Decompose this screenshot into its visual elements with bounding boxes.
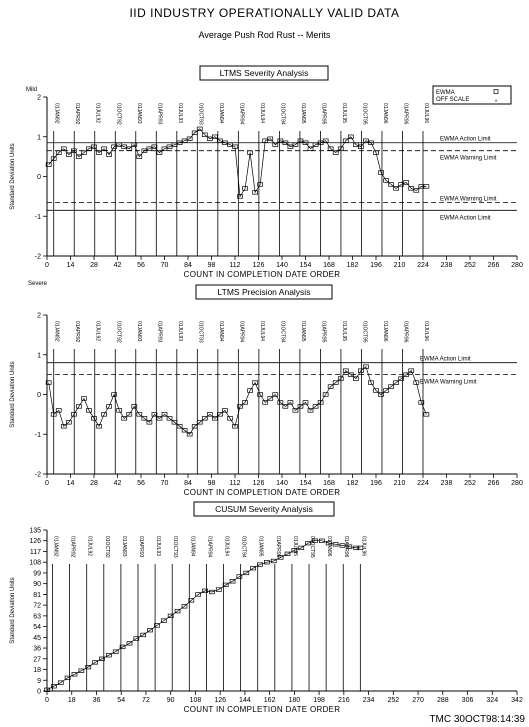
legend-entry: OFF SCALE (436, 97, 470, 103)
vertical-markers (54, 321, 429, 474)
x-tick-label: 56 (137, 262, 145, 269)
x-tick-label: 324 (486, 697, 499, 704)
marker-label: 01JUL94 (258, 321, 265, 342)
y-tick-label: 90 (33, 581, 41, 589)
x-tick-label: 126 (252, 480, 265, 487)
x-tick-label: 266 (487, 262, 500, 269)
x-tick-label: 126 (214, 697, 227, 704)
x-tick-label: 216 (337, 697, 350, 704)
x-tick-label: 224 (417, 480, 429, 487)
x-tick-label: 288 (436, 697, 449, 704)
x-tick-label: 18 (67, 697, 76, 704)
chart-panel-3 (10, 502, 523, 714)
x-tick-label: 72 (142, 697, 150, 704)
x-tick-label: 14 (66, 262, 75, 269)
x-tick-label: 306 (461, 697, 474, 704)
marker-label: 01APR93 (138, 536, 145, 558)
page-title: IID INDUSTRY OPERATIONALLY VALID DATA (129, 6, 400, 20)
x-axis-title: COUNT IN COMPLETION DATE ORDER (183, 705, 341, 714)
marker-label: 01OCT95 (309, 536, 316, 558)
marker-label: 01JUL93 (176, 103, 183, 124)
x-tick-label: 0 (45, 262, 49, 269)
marker-label: 01OCT93 (172, 536, 179, 558)
marker-label: 01APR96 (343, 536, 350, 558)
marker-label: 01JAN95 (257, 536, 264, 557)
marker-label: 01APR92 (69, 536, 76, 558)
series-1 (46, 127, 429, 198)
x-tick-label: 112 (229, 262, 241, 269)
marker-label: 01JUL95 (291, 536, 298, 557)
marker-label: 01APR95 (274, 536, 281, 558)
x-tick-label: 98 (207, 262, 216, 269)
marker-label: 01APR93 (156, 321, 163, 343)
x-tick-label: 42 (113, 480, 122, 487)
x-tick-label: 280 (511, 262, 523, 269)
marker-label: 01JUL96 (423, 321, 429, 342)
x-tick-label: 196 (370, 262, 382, 269)
x-tick-label: 238 (440, 262, 453, 269)
marker-label: 01APR92 (74, 103, 81, 125)
x-tick-label: 126 (252, 262, 265, 269)
marker-label: 01OCT92 (115, 321, 122, 343)
marker-label: 01JUL93 (155, 536, 162, 557)
marker-label: 01JAN95 (299, 103, 306, 124)
y-tick-label: -2 (34, 253, 41, 261)
vertical-markers (52, 536, 366, 691)
marker-label: 01OCT94 (279, 103, 286, 125)
chart-panel-1 (10, 66, 523, 287)
x-tick-label: 14 (66, 480, 75, 487)
y-tick-label: -2 (34, 471, 41, 479)
x-tick-label: 154 (299, 480, 312, 487)
y-tick-label: -1 (34, 213, 41, 221)
x-tick-label: 154 (299, 262, 312, 269)
y-tick-label: 45 (33, 634, 41, 642)
x-tick-label: 266 (487, 480, 500, 487)
chart-title: CUSUM Severity Analysis (215, 504, 313, 514)
chart-title: LTMS Severity Analysis (219, 68, 309, 78)
marker-label: 01APR96 (402, 321, 409, 343)
marker-label: 01OCT94 (279, 321, 286, 343)
y-tick-label: 2 (37, 94, 41, 102)
marker-label: 01APR92 (74, 321, 81, 343)
y-tick-label: 99 (33, 570, 41, 578)
marker-label: 01JAN94 (217, 103, 224, 124)
top-label: Mild (26, 87, 38, 93)
x-tick-label: 144 (239, 697, 251, 704)
y-tick-label: -1 (34, 431, 41, 439)
x-tick-label: 108 (189, 697, 202, 704)
marker-label: 01APR94 (238, 321, 245, 343)
x-tick-label: 252 (387, 697, 400, 704)
x-tick-label: 112 (229, 480, 241, 487)
x-tick-label: 270 (412, 697, 424, 704)
series-1 (46, 365, 429, 436)
reference-label: EWMA Warning Limit (440, 196, 497, 203)
x-tick-label: 140 (276, 262, 288, 269)
x-tick-label: 252 (464, 480, 476, 487)
y-tick-label: 27 (33, 656, 41, 664)
x-tick-label: 28 (90, 480, 98, 487)
marker-label: 01OCT95 (361, 321, 368, 343)
x-tick-label: 224 (417, 262, 429, 269)
y-tick-label: 135 (29, 527, 41, 535)
legend (433, 86, 511, 106)
marker-label: 01APR96 (402, 103, 409, 125)
x-tick-label: 252 (464, 262, 476, 269)
x-tick-label: 198 (313, 697, 325, 704)
reference-label: EWMA Action Limit (420, 356, 471, 363)
y-tick-label: 2 (37, 312, 41, 320)
x-axis-title: COUNT IN COMPLETION DATE ORDER (183, 270, 341, 279)
y-axis-title: Standard Deviation Units (10, 361, 16, 428)
chart-title: LTMS Precision Analysis (217, 287, 311, 297)
y-tick-label: 18 (33, 667, 41, 675)
x-tick-label: 238 (440, 480, 453, 487)
y-tick-label: 0 (37, 392, 41, 399)
marker-label: 01JAN96 (381, 103, 388, 124)
marker-label: 01JUL92 (94, 321, 101, 342)
marker-label: 01OCT92 (103, 536, 110, 558)
reference-label: EWMA Action Limit (440, 215, 491, 222)
x-tick-label: 162 (263, 697, 276, 704)
marker-label: 01JAN96 (326, 536, 333, 557)
marker-label: 01JUL96 (423, 103, 429, 124)
marker-label: 01JUL94 (223, 536, 230, 557)
x-tick-label: 210 (393, 480, 406, 487)
vertical-markers (54, 103, 429, 256)
reference-label: EWMA Action Limit (440, 136, 491, 143)
marker-label: 01JUL94 (258, 103, 265, 124)
x-tick-label: 98 (207, 480, 216, 487)
marker-label: 01JAN94 (189, 536, 196, 557)
y-tick-label: 81 (33, 591, 41, 599)
y-tick-label: 63 (33, 613, 41, 621)
x-tick-label: 56 (137, 480, 145, 487)
marker-label: 01JUL96 (360, 536, 367, 557)
x-tick-label: 70 (160, 262, 169, 269)
marker-label: 01JUL92 (94, 103, 101, 124)
reference-label: EWMA Warning Limit (440, 155, 497, 162)
x-tick-label: 210 (393, 262, 406, 269)
x-tick-label: 182 (346, 262, 359, 269)
y-axis-title: Standard Deviation Units (10, 143, 16, 210)
chart-panel-2 (10, 285, 523, 497)
x-tick-label: 342 (511, 697, 523, 704)
y-tick-label: 54 (33, 624, 41, 632)
series-line (49, 129, 427, 197)
y-tick-label: 9 (37, 677, 41, 685)
marker-label: 01JAN95 (299, 321, 306, 342)
x-tick-label: 196 (370, 480, 382, 487)
x-tick-label: 280 (511, 480, 523, 487)
marker-label: 01OCT94 (240, 536, 247, 558)
x-tick-label: 0 (45, 697, 49, 704)
marker-label: 01JAN96 (381, 321, 388, 342)
marker-label: 01JUL92 (86, 536, 93, 557)
x-tick-label: 0 (45, 480, 49, 487)
y-tick-label: 0 (37, 174, 41, 181)
x-tick-label: 90 (166, 697, 175, 704)
marker-label: 01APR93 (156, 103, 163, 125)
bottom-label: Severe (28, 281, 48, 287)
marker-label: 01JAN93 (135, 321, 142, 342)
x-tick-label: 182 (346, 480, 359, 487)
footer-timestamp: TMC 30OCT98:14:39 (429, 714, 525, 725)
y-axis-title: Standard Deviation Units (10, 577, 16, 644)
marker-label: 01APR94 (238, 103, 245, 125)
x-tick-label: 234 (362, 697, 375, 704)
y-tick-label: 1 (37, 352, 41, 360)
marker-label: 01JAN94 (217, 321, 224, 342)
marker-label: 01JUL95 (340, 321, 347, 342)
reference-label: EWMA Warning Limit (420, 379, 477, 386)
marker-label: 01JAN92 (53, 321, 60, 342)
marker-label: 01JAN92 (52, 536, 59, 557)
y-tick-label: 1 (37, 134, 41, 142)
marker-label: 01APR95 (320, 103, 327, 125)
series-1 (45, 539, 363, 692)
marker-label: 01APR94 (206, 536, 213, 558)
marker-label: 01JAN93 (135, 103, 142, 124)
y-tick-label: 117 (29, 548, 41, 556)
x-axis-title: COUNT IN COMPLETION DATE ORDER (183, 488, 341, 497)
x-tick-label: 140 (276, 480, 288, 487)
y-tick-label: 0 (37, 688, 41, 696)
x-tick-label: 36 (92, 697, 101, 704)
marker-label: 01JAN92 (53, 103, 60, 124)
x-tick-label: 54 (117, 697, 126, 704)
y-tick-label: 36 (33, 645, 41, 653)
x-tick-label: 70 (160, 480, 169, 487)
marker-label: 01APR95 (320, 321, 327, 343)
marker-label: 01OCT93 (197, 103, 204, 125)
series-line (47, 541, 360, 690)
x-tick-label: 84 (184, 262, 192, 269)
marker-label: 01OCT92 (115, 103, 122, 125)
marker-label: 01JUL93 (176, 321, 183, 342)
marker-label: 01OCT95 (361, 103, 368, 125)
x-tick-label: 168 (323, 262, 335, 269)
marker-label: 01JAN93 (120, 536, 127, 557)
legend-entry: EWMA (436, 90, 455, 96)
x-tick-label: 168 (323, 480, 335, 487)
x-tick-label: 84 (184, 480, 192, 487)
marker-label: 01JUL95 (340, 103, 347, 124)
x-tick-label: 28 (90, 262, 98, 269)
x-tick-label: 180 (288, 697, 301, 704)
y-tick-label: 72 (33, 602, 41, 610)
y-tick-label: 126 (29, 538, 41, 546)
x-tick-label: 42 (113, 262, 122, 269)
legend-offscale-symbol: * (494, 100, 498, 106)
page-subtitle: Average Push Rod Rust -- Merits (198, 30, 331, 40)
marker-label: 01OCT93 (197, 321, 204, 343)
y-tick-label: 108 (29, 559, 41, 567)
